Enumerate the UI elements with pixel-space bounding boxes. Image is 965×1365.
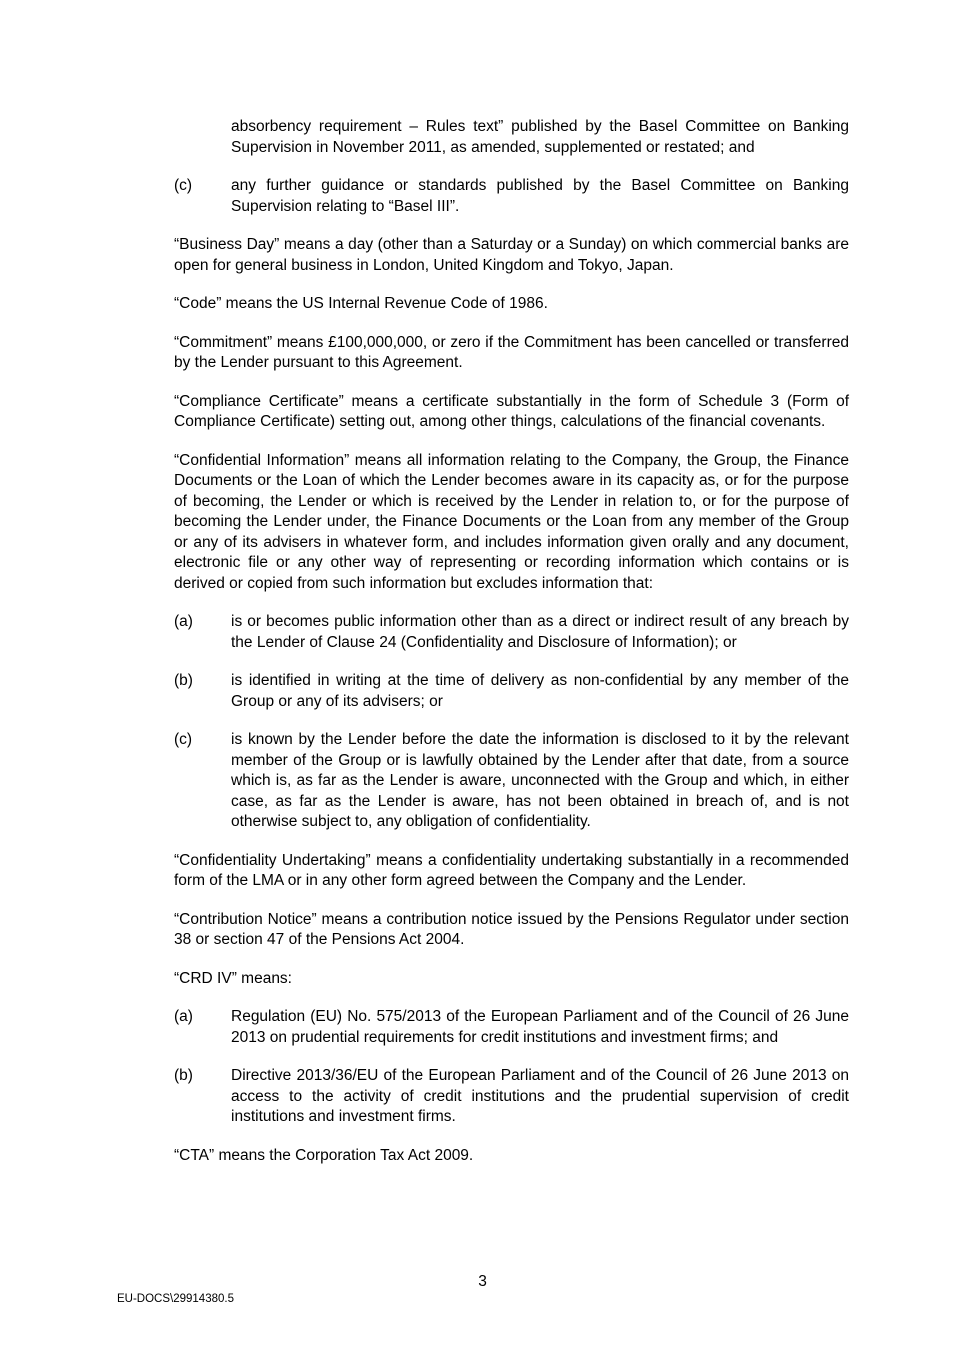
- list-item-c: [174, 176, 849, 217]
- list-item-c: [174, 730, 849, 833]
- list-item-a: [174, 612, 849, 653]
- list-item-label: (b): [174, 1067, 193, 1084]
- list-item-text: is known by the Lender before the date the information is disclosed to it by the relevant member of the Group or is lawfully obtained by the Lender after that date, from a source which is, as far as the Lender is aware, unconnected with the Group and which, in either case, as far as the Lender is aware, has not been obtained in breach of, and is not otherwise subject to, any obligation of confidentiality.: [231, 731, 849, 830]
- document-body: [174, 117, 849, 1184]
- list-item-label: (a): [174, 613, 193, 630]
- list-item-label: (c): [174, 731, 193, 748]
- definition-crd-iv: “CRD IV” means:: [174, 969, 292, 987]
- definition-code: “Code” means the US Internal Revenue Code of 1986.: [174, 295, 548, 312]
- definition-confidentiality-undertaking: “Confidentiality Undertaking” means a confidentiality undertaking substantially in a recommended form of the LMA or in any other form agreed between the Company and the Lender.: [174, 851, 849, 889]
- definition-contribution-notice: “Contribution Notice” means a contribution notice issued by the Pensions Regulator under section 38 or section 47 of the Pensions Act 2004.: [174, 910, 849, 948]
- list-item-b: [174, 671, 849, 712]
- definition-confidential-information: “Confidential Information” means all information relating to the Company, the Group, the Finance Documents or the Loan of which the Lender becomes aware in its capacity as, or for the purpose of becoming, the Lender or which is received by the Lender in relation to, or for the purpose of becoming the Lender under, the Finance Documents or the Loan from any member of the Group or any of its advisers in whatever form, and includes information given orally and any document, electronic file or any other way of representing or recording information which contains or is derived or copied from such information but excludes information that:: [174, 451, 849, 592]
- list-item-label: (c): [174, 177, 193, 194]
- list-item-text: Directive 2013/36/EU of the European Parliament and of the Council of 26 June 2013 on access to the activity of credit institutions and the prudential supervision of credit institutions and investment firms.: [231, 1067, 849, 1125]
- definition-cta: “CTA” means the Corporation Tax Act 2009.: [174, 1146, 474, 1164]
- list-item-b: [174, 1066, 849, 1128]
- list-item-label: (b): [174, 672, 193, 689]
- definition-business-day: “Business Day” means a day (other than a Saturday or a Sunday) on which commercial banks are open for general business in London, United Kingdom and Tokyo, Japan.: [174, 236, 849, 274]
- document-reference: EU-DOCS\29914380.5: [117, 1293, 234, 1305]
- list-item-text: Regulation (EU) No. 575/2013 of the European Parliament and of the Council of 26 June 2013 on prudential requirements for credit institutions and investment firms; and: [231, 1008, 849, 1046]
- definition-compliance-certificate: “Compliance Certificate” means a certificate substantially in the form of Schedule 3 (Form of Compliance Certificate) setting out, among other things, calculations of the financial covenants.: [174, 392, 849, 430]
- list-item-text: is or becomes public information other than as a direct or indirect result of any breach by the Lender of Clause 24 (Confidentiality and Disclosure of Information); or: [231, 613, 849, 651]
- list-item-text: any further guidance or standards published by the Basel Committee on Banking Supervision relating to “Basel III”.: [231, 177, 849, 215]
- list-item-a: [174, 1007, 849, 1048]
- list-item-label: (a): [174, 1008, 193, 1025]
- page-number: 3: [478, 1273, 487, 1290]
- definition-commitment: “Commitment” means £100,000,000, or zero if the Commitment has been cancelled or transferred by the Lender pursuant to this Agreement.: [174, 333, 849, 371]
- definition-continuation: absorbency requirement – Rules text” published by the Basel Committee on Banking Supervision in November 2011, as amended, supplemented or restated; and: [231, 118, 849, 156]
- list-item-text: is identified in writing at the time of delivery as non-confidential by any member of the Group or any of its advisers; or: [231, 672, 849, 710]
